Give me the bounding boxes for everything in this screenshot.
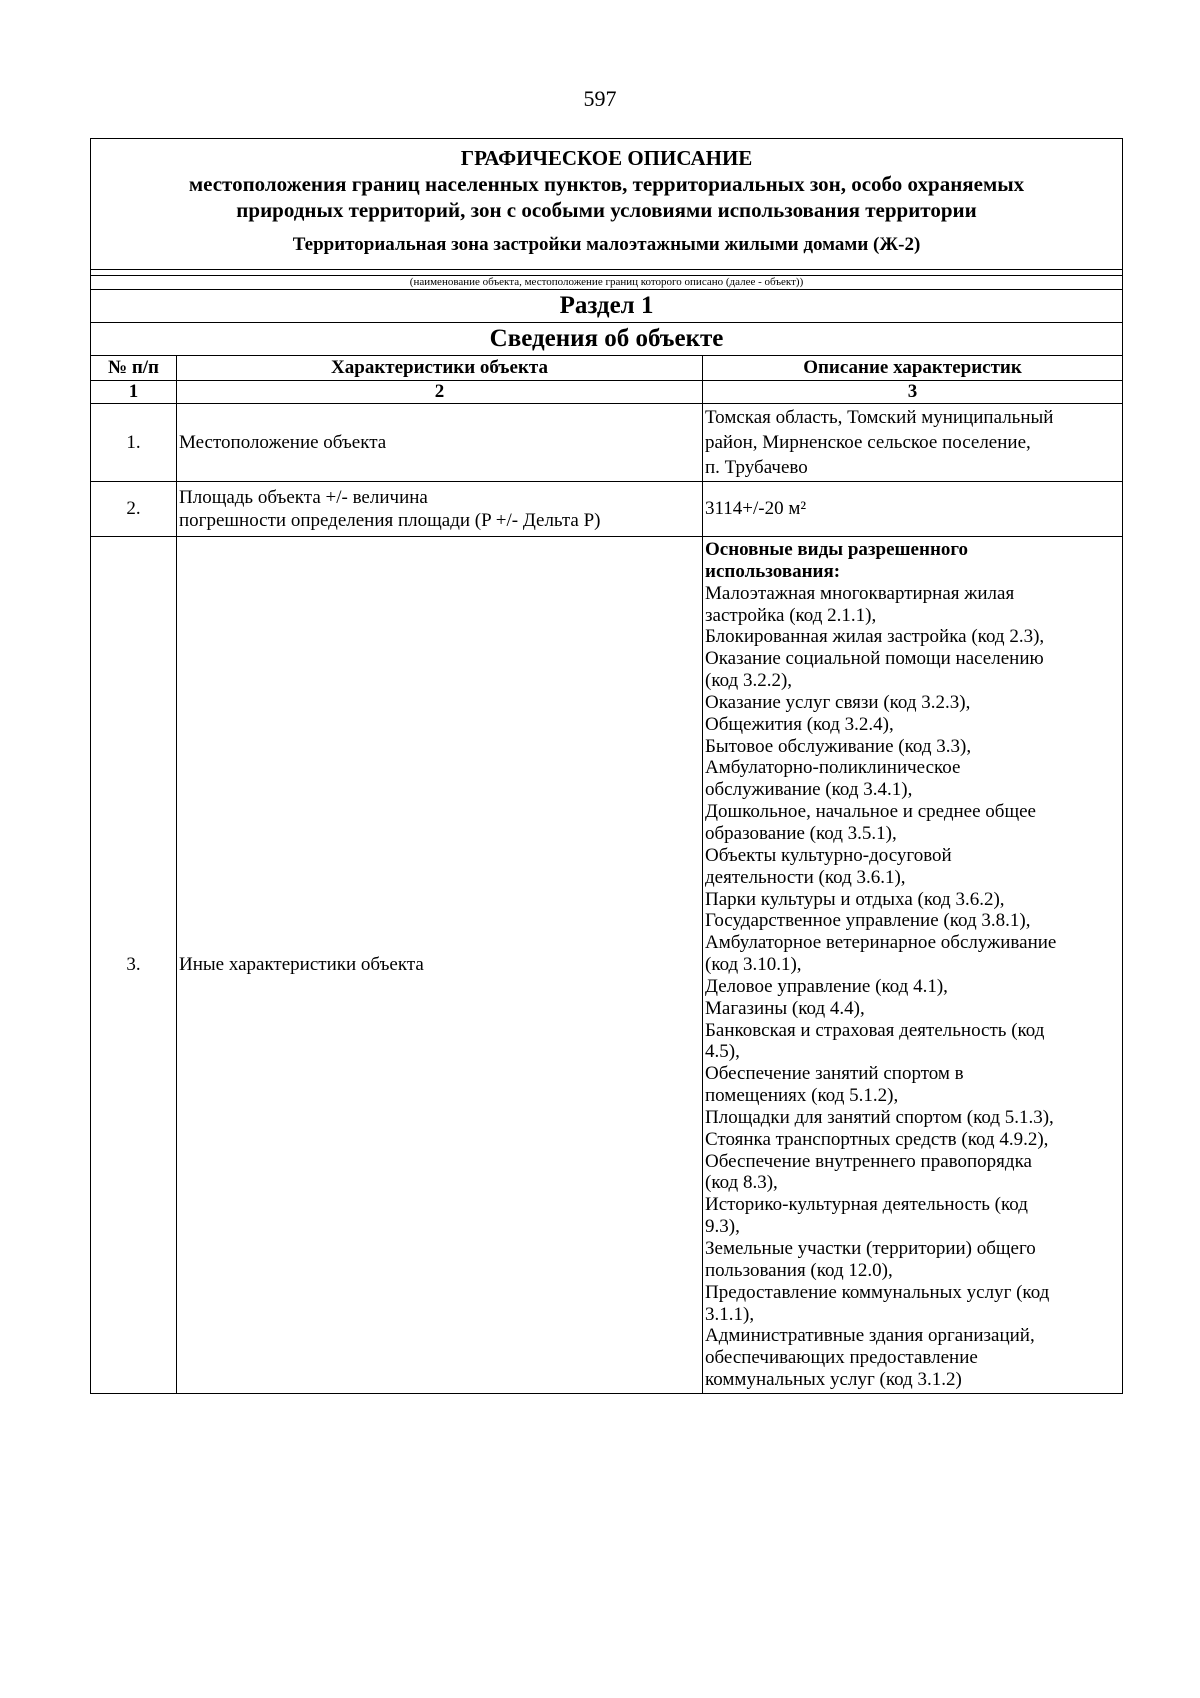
characteristic-line: погрешности определения площади (P +/- Дельта P) bbox=[179, 510, 601, 531]
list-item: пользования (код 12.0), bbox=[705, 1259, 893, 1281]
list-item: обеспечивающих предоставление bbox=[705, 1347, 978, 1369]
list-item: Земельные участки (территории) общего bbox=[705, 1238, 1036, 1259]
list-item: (код 3.10.1), bbox=[705, 954, 802, 976]
section-title: Раздел 1 bbox=[91, 290, 1123, 323]
object-caption: (наименование объекта, местоположение границ которого описано (далее - объект)) bbox=[91, 276, 1123, 290]
row-number: 2. bbox=[91, 482, 177, 537]
document-subtitle-line-1: местоположения границ населенных пунктов, территориальных зон, особо охраняемых bbox=[188, 172, 1025, 196]
list-item: образование (код 3.5.1), bbox=[705, 822, 897, 844]
description-line: п. Трубачево bbox=[705, 457, 808, 478]
section-subtitle-row bbox=[91, 323, 1123, 356]
row-description: 3114+/-20 м² bbox=[703, 482, 1123, 537]
list-item: Блокированная жилая застройка (код 2.3), bbox=[705, 626, 1045, 648]
description-table bbox=[90, 138, 1123, 1394]
list-item: Обеспечение внутреннего правопорядка bbox=[705, 1150, 1032, 1172]
page-number: 597 bbox=[583, 86, 617, 111]
list-item: Обеспечение занятий спортом в bbox=[705, 1063, 964, 1085]
permitted-use-heading bbox=[705, 539, 1120, 583]
heading-line: использования: bbox=[705, 560, 841, 582]
list-item: Объекты культурно-досуговой bbox=[705, 844, 952, 866]
row-characteristic: Иные характеристики объекта bbox=[177, 537, 703, 1394]
column-number-3: 3 bbox=[703, 381, 1123, 404]
column-header-row bbox=[91, 356, 1123, 381]
list-item: Деловое управление (код 4.1), bbox=[705, 975, 948, 997]
list-item: Государственное управление (код 3.8.1), bbox=[705, 910, 1031, 932]
list-item: Амбулаторно-поликлиническое bbox=[705, 757, 961, 779]
section-title-row bbox=[91, 290, 1123, 323]
description-line: Томская область, Томский муниципальный bbox=[705, 407, 1054, 428]
list-item: Оказание социальной помощи населению bbox=[705, 648, 1044, 670]
header-row bbox=[91, 139, 1123, 270]
list-item: Амбулаторное ветеринарное обслуживание bbox=[705, 932, 1057, 954]
column-header-characteristics: Характеристики объекта bbox=[177, 356, 703, 381]
row-number: 3. bbox=[91, 537, 177, 1394]
row-number: 1. bbox=[91, 404, 177, 482]
table-row bbox=[91, 537, 1123, 1394]
section-subtitle: Сведения об объекте bbox=[91, 323, 1123, 356]
list-item: Парки культуры и отдыха (код 3.6.2), bbox=[705, 888, 1005, 910]
column-header-description: Описание характеристик bbox=[703, 356, 1123, 381]
list-item: Оказание услуг связи (код 3.2.3), bbox=[705, 691, 971, 713]
document-header bbox=[91, 139, 1123, 270]
zone-name: Территориальная зона застройки малоэтажными жилыми домами (Ж-2) bbox=[292, 234, 921, 255]
list-item: (код 8.3), bbox=[705, 1172, 778, 1194]
document-subtitle-line-2: природных территорий, зон с особыми условиями использования территории bbox=[236, 198, 977, 222]
description-line: район, Мирненское сельское поселение, bbox=[705, 432, 1031, 453]
column-number-2: 2 bbox=[177, 381, 703, 404]
list-item: Административные здания организаций, bbox=[705, 1325, 1035, 1347]
list-item: Малоэтажная многоквартирная жилая bbox=[705, 582, 1015, 604]
list-item: Магазины (код 4.4), bbox=[705, 997, 865, 1019]
list-item: (код 3.2.2), bbox=[705, 670, 793, 692]
list-item: Стоянка транспортных средств (код 4.9.2), bbox=[705, 1128, 1049, 1150]
table-row bbox=[91, 404, 1123, 482]
caption-row bbox=[91, 276, 1123, 290]
table-row bbox=[91, 482, 1123, 537]
list-item: застройка (код 2.1.1), bbox=[705, 604, 877, 626]
row-characteristic: Местоположение объекта bbox=[177, 404, 703, 482]
list-item: помещениях (код 5.1.2), bbox=[705, 1085, 899, 1107]
heading-line: Основные виды разрешенного bbox=[705, 539, 969, 560]
permitted-use-list bbox=[705, 583, 1120, 1391]
list-item: 4.5), bbox=[705, 1041, 740, 1063]
list-item: деятельности (код 3.6.1), bbox=[705, 866, 906, 888]
document-title: ГРАФИЧЕСКОЕ ОПИСАНИЕ bbox=[460, 146, 753, 170]
list-item: Историко-культурная деятельность (код bbox=[705, 1194, 1028, 1216]
characteristic-line: Площадь объекта +/- величина bbox=[179, 487, 428, 508]
row-characteristic bbox=[177, 482, 703, 537]
list-item: 9.3), bbox=[705, 1216, 740, 1238]
list-item: Бытовое обслуживание (код 3.3), bbox=[705, 735, 972, 757]
list-item: Площадки для занятий спортом (код 5.1.3), bbox=[705, 1106, 1054, 1128]
list-item: Предоставление коммунальных услуг (код bbox=[705, 1281, 1050, 1303]
column-header-number: № п/п bbox=[91, 356, 177, 381]
list-item: Банковская и страховая деятельность (код bbox=[705, 1019, 1045, 1041]
list-item: 3.1.1), bbox=[705, 1303, 755, 1325]
list-item: коммунальных услуг (код 3.1.2) bbox=[705, 1369, 962, 1391]
list-item: Дошкольное, начальное и среднее общее bbox=[705, 801, 1036, 823]
column-number-row bbox=[91, 381, 1123, 404]
list-item: обслуживание (код 3.4.1), bbox=[705, 779, 913, 801]
row-description bbox=[703, 537, 1123, 1394]
column-number-1: 1 bbox=[91, 381, 177, 404]
row-description bbox=[703, 404, 1123, 482]
list-item: Общежития (код 3.2.4), bbox=[705, 713, 894, 735]
